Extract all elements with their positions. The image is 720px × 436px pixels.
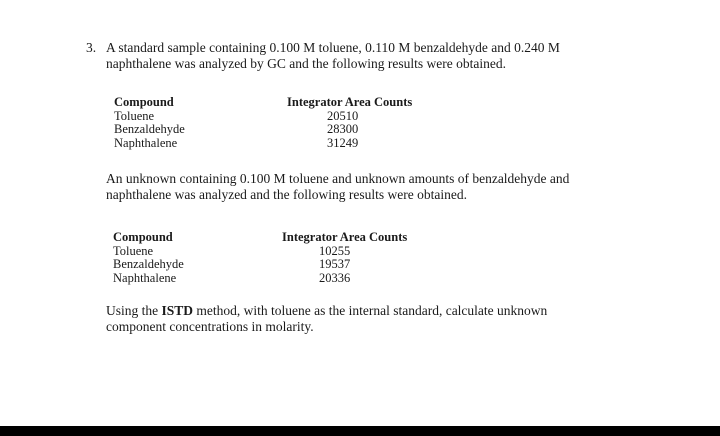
question-intro <box>106 40 666 72</box>
task-line-2: component concentrations in molarity. <box>106 319 314 334</box>
area-count: 10255 <box>319 243 351 258</box>
compound-name: Benzaldehyde <box>114 122 185 136</box>
task-instruction <box>106 303 666 335</box>
compound-name: Toluene <box>114 108 155 123</box>
area-count: 20510 <box>327 108 359 123</box>
task-suffix: method, with toluene as the internal standard, calculate unknown <box>193 303 548 318</box>
area-count: 28300 <box>327 122 359 136</box>
compound-name: Naphthalene <box>113 270 177 285</box>
istd-keyword: ISTD <box>161 303 194 318</box>
unknown-line-1: An unknown containing 0.100 M toluene and unknown amounts of benzaldehyde and <box>106 171 570 186</box>
compound-header: Compound <box>113 230 173 244</box>
compound-name: Benzaldehyde <box>113 257 184 271</box>
compound-name: Naphthalene <box>114 135 178 150</box>
bottom-black-bar <box>0 426 720 436</box>
compound-name: Toluene <box>113 243 154 258</box>
area-count: 19537 <box>319 257 351 271</box>
area-count: 20336 <box>319 270 351 285</box>
intro-line-1: A standard sample containing 0.100 M toluene, 0.110 M benzaldehyde and 0.240 M <box>106 40 560 55</box>
area-count: 31249 <box>327 135 359 150</box>
task-prefix: Using the <box>106 303 162 318</box>
task-line-1 <box>106 303 666 319</box>
question-number: 3. <box>86 40 97 55</box>
area-counts-header: Integrator Area Counts <box>287 95 413 109</box>
area-counts-header: Integrator Area Counts <box>282 230 408 244</box>
unknown-line-2: naphthalene was analyzed and the following results were obtained. <box>106 187 467 202</box>
unknown-description <box>106 171 666 203</box>
compound-header: Compound <box>114 95 174 109</box>
intro-line-2: naphthalene was analyzed by GC and the following results were obtained. <box>106 56 507 71</box>
